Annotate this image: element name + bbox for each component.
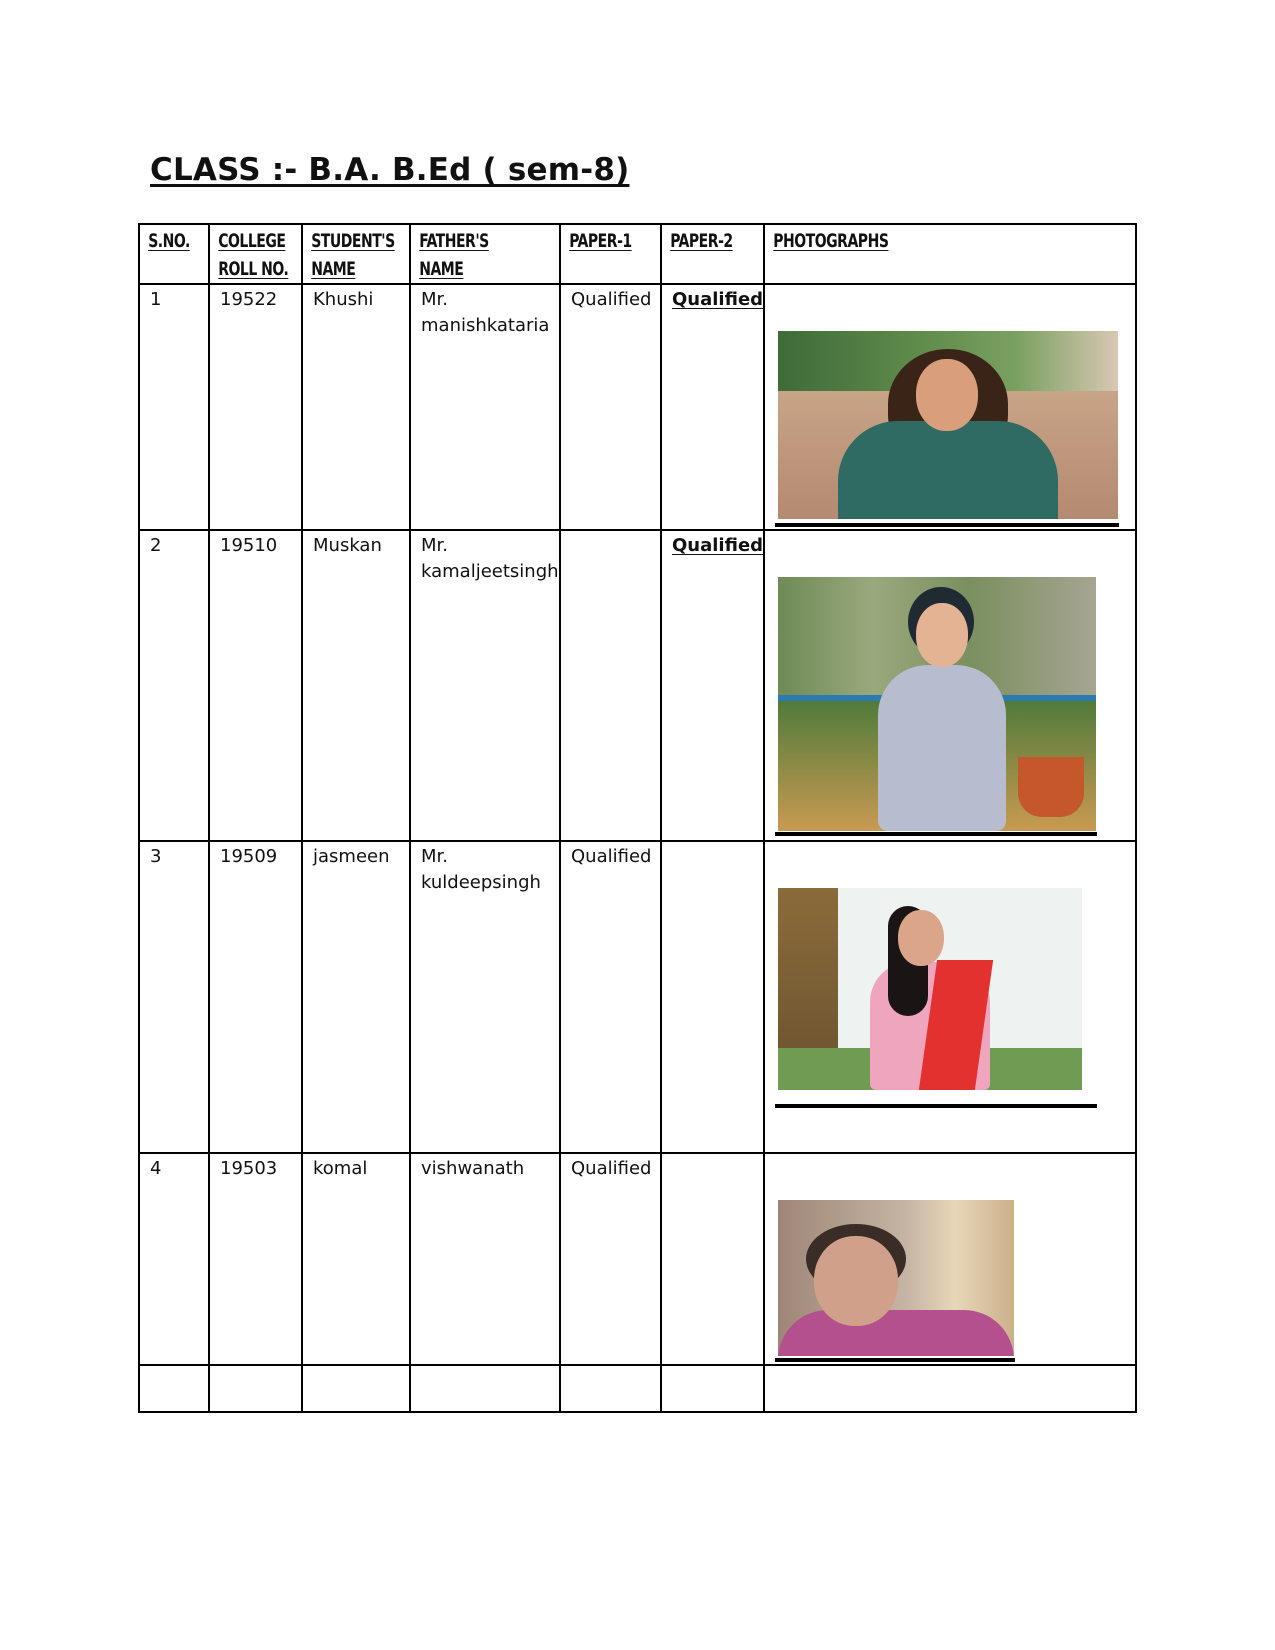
cell-paper2: Qualified bbox=[672, 535, 764, 556]
photo-underline bbox=[775, 1104, 1097, 1108]
student-photo-muskan bbox=[778, 577, 1096, 831]
cell-roll: 19509 bbox=[220, 846, 278, 867]
header-cell bbox=[410, 224, 560, 284]
page-title: CLASS :- B.A. B.Ed ( sem-8) bbox=[150, 152, 630, 188]
photo-cell bbox=[764, 841, 1136, 1153]
header-student: STUDENT'S NAME bbox=[311, 230, 395, 280]
cell-paper2: Qualified bbox=[672, 289, 764, 310]
cell-father: Mr. manishkataria bbox=[421, 289, 550, 336]
cell-sno: 2 bbox=[150, 535, 162, 556]
photo-underline bbox=[775, 832, 1097, 836]
table-row bbox=[139, 841, 1136, 1153]
cell-roll: 19503 bbox=[220, 1158, 278, 1179]
header-cell bbox=[764, 224, 1136, 284]
student-photo-khushi bbox=[778, 331, 1118, 519]
header-cell bbox=[302, 224, 410, 284]
header-photographs: PHOTOGRAPHS bbox=[773, 230, 889, 252]
cell-student: Muskan bbox=[313, 535, 382, 556]
results-table bbox=[138, 223, 1137, 1413]
cell-father: vishwanath bbox=[421, 1158, 525, 1179]
cell-student: Khushi bbox=[313, 289, 374, 310]
header-sno: S.NO. bbox=[148, 230, 190, 252]
photo-cell bbox=[764, 530, 1136, 841]
cell-paper2 bbox=[662, 842, 763, 846]
table-row bbox=[139, 530, 1136, 841]
cell-paper1: Qualified bbox=[571, 1158, 652, 1179]
table-row-empty bbox=[139, 1365, 1136, 1412]
cell-paper1: Qualified bbox=[571, 846, 652, 867]
photo-cell bbox=[764, 284, 1136, 530]
cell-student: komal bbox=[313, 1158, 368, 1179]
header-cell bbox=[139, 224, 209, 284]
cell-student: jasmeen bbox=[313, 846, 390, 867]
cell-father: Mr. kamaljeetsingh bbox=[421, 535, 559, 582]
photo-cell bbox=[764, 1153, 1136, 1365]
table-row bbox=[139, 284, 1136, 530]
table-header-row bbox=[139, 224, 1136, 284]
cell-father: Mr. kuldeepsingh bbox=[421, 846, 541, 893]
header-cell bbox=[209, 224, 302, 284]
header-father: FATHER'S NAME bbox=[419, 230, 489, 280]
photo-underline bbox=[775, 1358, 1015, 1362]
photo-underline bbox=[775, 523, 1119, 527]
header-cell bbox=[661, 224, 764, 284]
table-row bbox=[139, 1153, 1136, 1365]
cell-paper1: Qualified bbox=[571, 289, 652, 310]
student-photo-komal bbox=[778, 1200, 1014, 1356]
cell-paper2 bbox=[662, 1154, 763, 1158]
cell-paper1 bbox=[561, 531, 660, 535]
header-roll: COLLEGE ROLL NO. bbox=[218, 230, 289, 280]
header-paper2: PAPER-2 bbox=[670, 230, 733, 252]
cell-roll: 19510 bbox=[220, 535, 278, 556]
cell-sno: 1 bbox=[150, 289, 162, 310]
cell-sno: 4 bbox=[150, 1158, 162, 1179]
header-cell bbox=[560, 224, 661, 284]
header-paper1: PAPER-1 bbox=[569, 230, 632, 252]
cell-sno: 3 bbox=[150, 846, 162, 867]
student-photo-jasmeen bbox=[778, 888, 1082, 1090]
cell-roll: 19522 bbox=[220, 289, 278, 310]
